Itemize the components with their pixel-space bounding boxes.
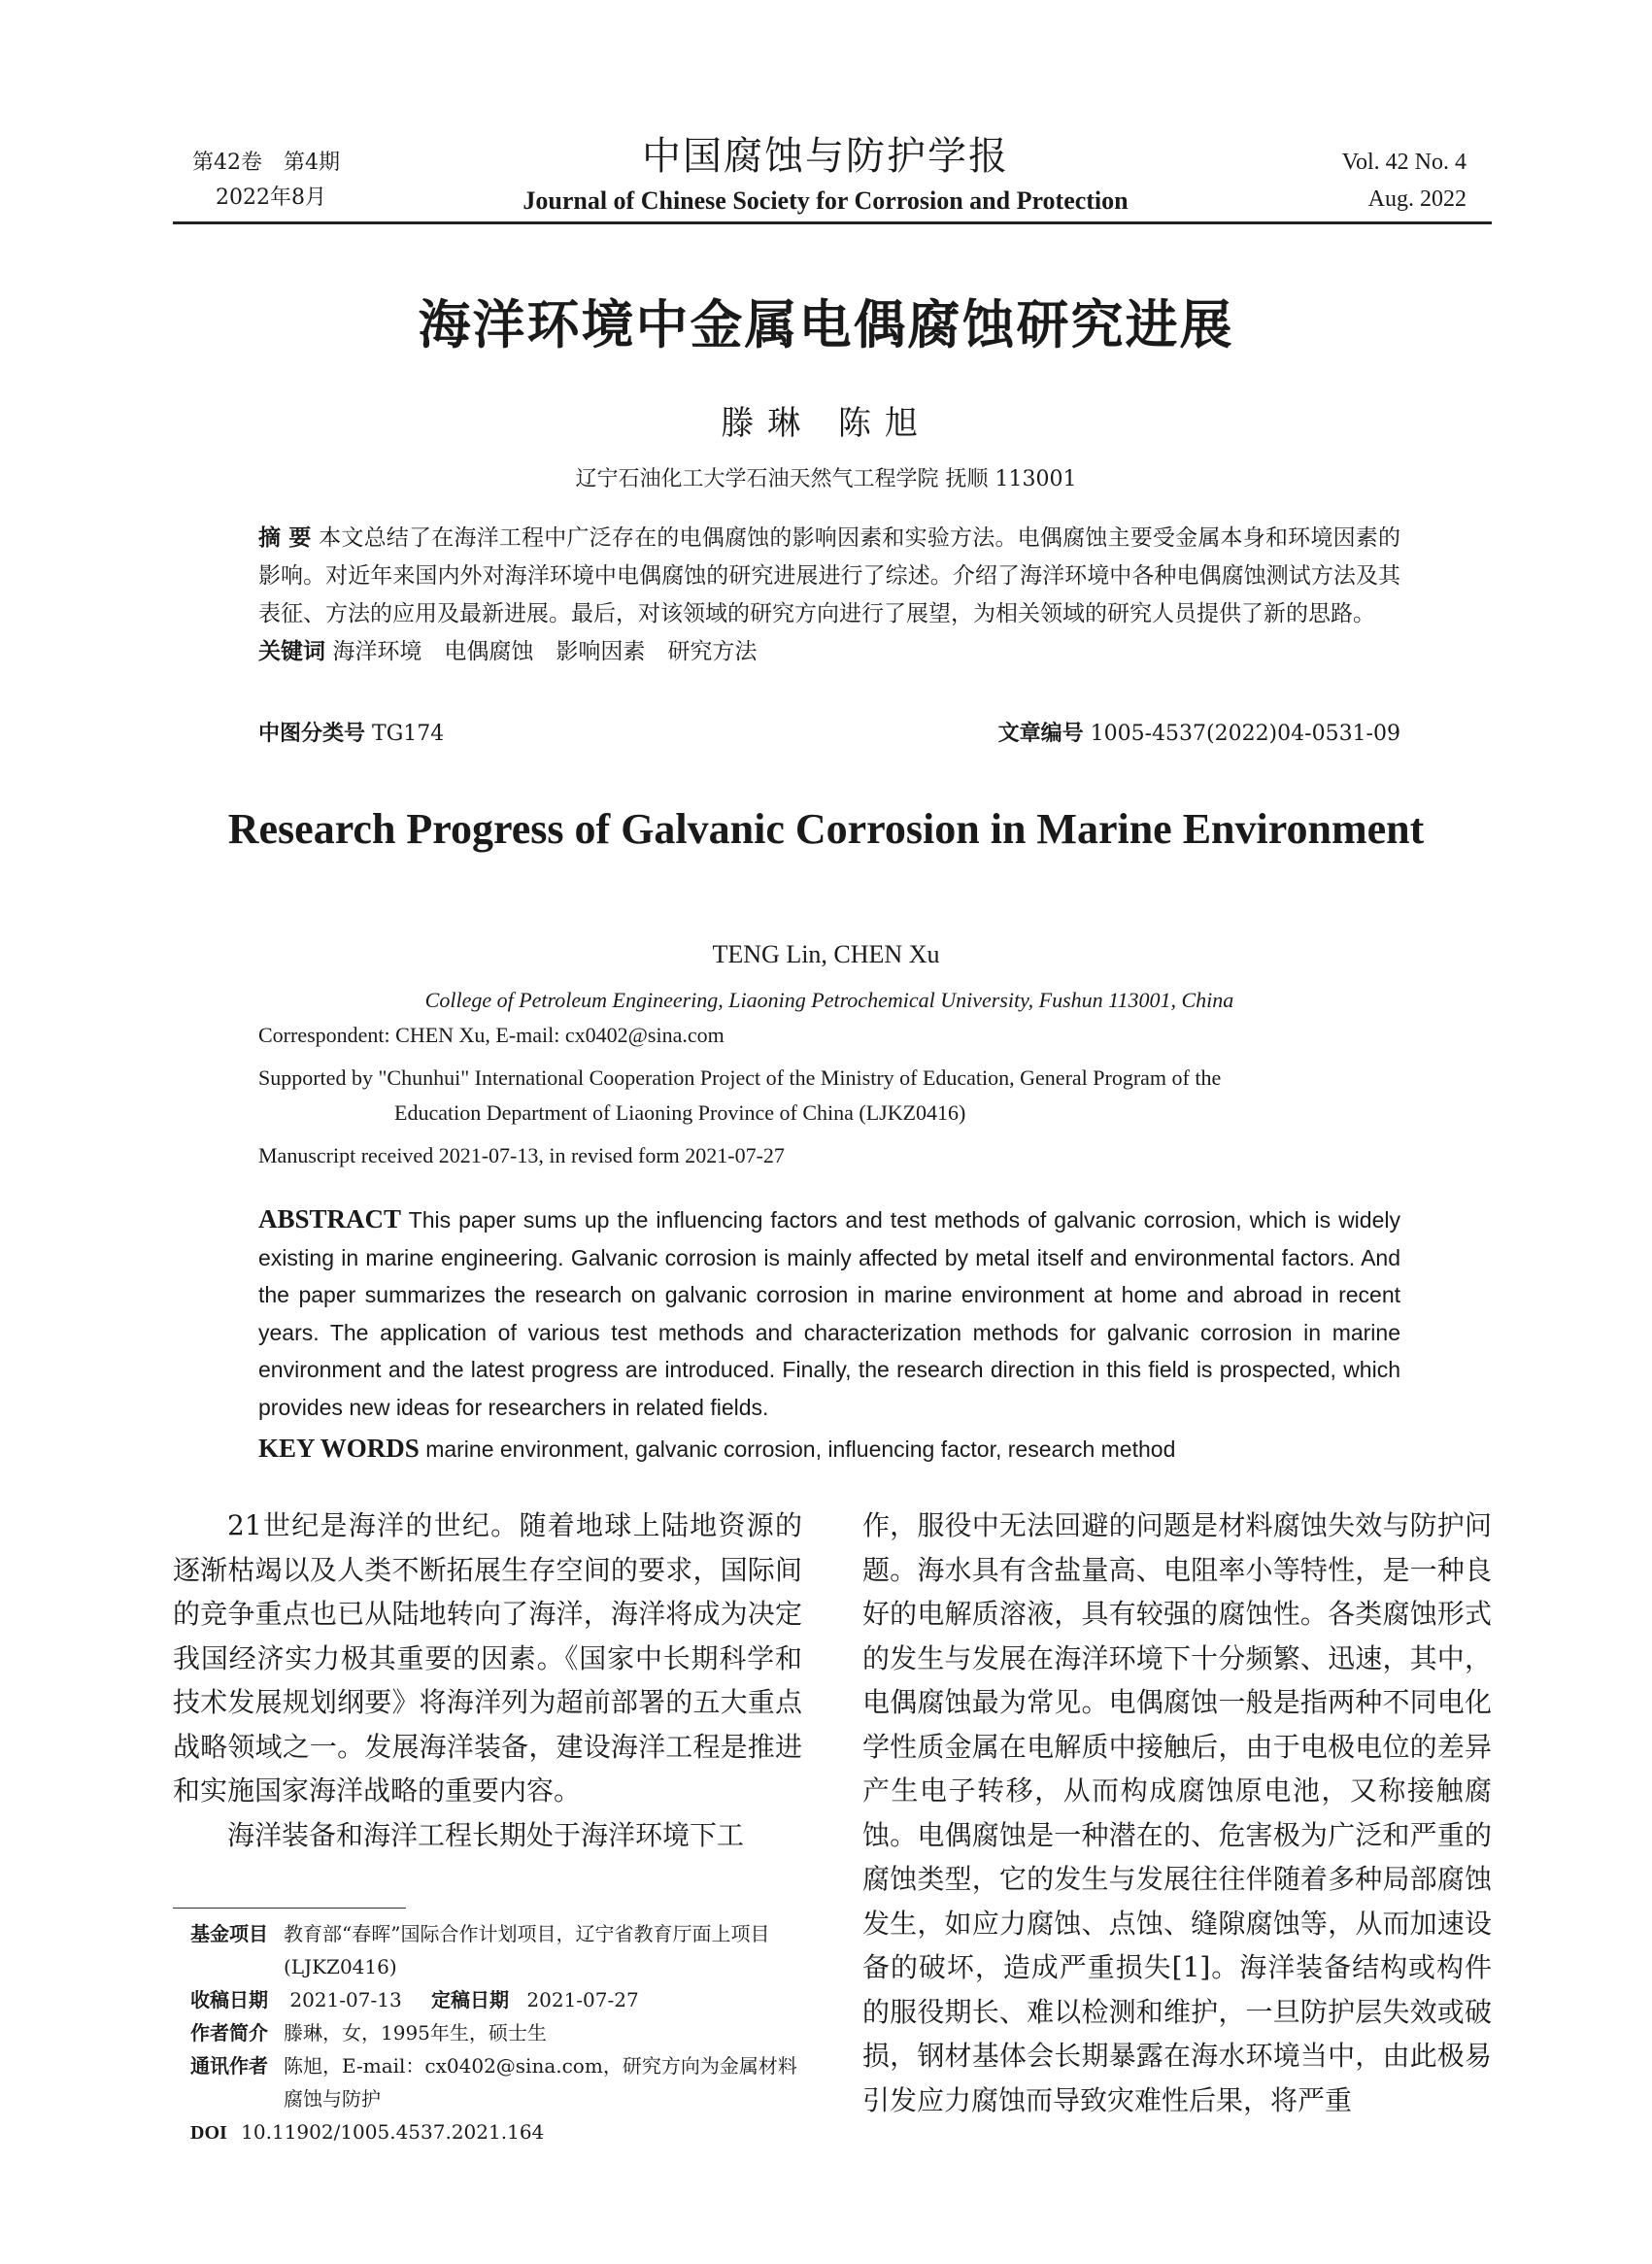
date-en: Aug. 2022 xyxy=(1367,186,1467,212)
revised-label: 定稿日期 xyxy=(431,1988,510,2011)
manuscript-dates: Manuscript received 2021-07-13, in revised form 2021-07-27 xyxy=(258,1143,785,1167)
correspondent-info xyxy=(190,2049,802,2115)
funding-en-line2: Education Department of Liaoning Province of China (LJKZ0416) xyxy=(394,1100,966,1125)
funding-en-line1: Supported by "Chunhui" International Cooperation Project of the Ministry of Education, General Program of the xyxy=(258,1065,1222,1090)
body-column-right xyxy=(862,1504,1492,2122)
paper-title-en: Research Progress of Galvanic Corrosion in Marine Environment xyxy=(227,805,1425,853)
keywords-en xyxy=(258,1430,1400,1468)
doi-label: DOI xyxy=(190,2122,227,2144)
article-number-value: 1005-4537(2022)04-0531-09 xyxy=(1090,722,1400,746)
doi-info xyxy=(190,2115,802,2149)
funding-en xyxy=(258,1061,1400,1131)
body-column-left xyxy=(173,1504,802,1857)
keywords-en-text: marine environment, galvanic corrosion, influencing factor, research method xyxy=(425,1436,1176,1462)
journal-title xyxy=(427,131,1224,220)
received-info xyxy=(190,1983,802,2016)
article-number-label: 文章编号 xyxy=(997,722,1084,746)
body-paragraph: 21世纪是海洋的世纪。随着地球上陆地资源的逐渐枯竭以及人类不断拓展生存空间的要求，国际间的竞争重点也已从陆地转向了海洋，海洋将成为决定我国经济实力极其重要的因素。《国家中长期科学和技术发展规划纲要》将海洋列为超前部署的五大重点战略领域之一。发展海洋装备，建设海洋工程是推进和实施国家海洋战略的重要内容。 xyxy=(173,1509,802,1807)
footnote-rule xyxy=(173,1908,406,1909)
clc-label: 中图分类号 xyxy=(258,722,366,746)
author-info xyxy=(190,2016,802,2049)
abstract-en-label: ABSTRACT xyxy=(258,1204,402,1233)
body-paragraph: 海洋装备和海洋工程长期处于海洋环境下工 xyxy=(227,1818,745,1851)
abstract-cn-label: 摘 要 xyxy=(258,525,312,551)
doi-value: 10.11902/1005.4537.2021.164 xyxy=(241,2120,545,2144)
fund-label: 基金项目 xyxy=(190,1922,268,1945)
fund-info xyxy=(190,1917,802,1983)
keywords-cn xyxy=(258,633,1400,671)
footnote xyxy=(190,1917,802,2149)
paper-title-cn: 海洋环境中金属电偶腐蚀研究进展 xyxy=(418,294,1234,355)
abstract-en-text: This paper sums up the influencing factors and test methods of galvanic corrosion, which is widely existing in marine engineering. Galvanic corrosion is mainly affected by metal itself and environmental factors. And the paper summarizes the research on galvanic corrosion in marine environment at home and abroad in recent years. The application of various test methods and characterization methods for galvanic corrosion in marine environment and the latest progress are introduced. Finally, the research direction in this field is prospected, which provides new ideas for researchers in related fields. xyxy=(258,1207,1400,1420)
received-value: 2021-07-13 xyxy=(289,1988,402,2011)
header-rule xyxy=(173,221,1492,224)
authors-cn: 滕琳 陈旭 xyxy=(721,404,931,443)
abstract-en xyxy=(258,1200,1400,1427)
article-number xyxy=(998,717,1400,752)
correspondent-text: 陈旭，E-mail：cx0402@sina.com，研究方向为金属材料腐蚀与防护 xyxy=(284,2054,797,2111)
keywords-cn-label: 关键词 xyxy=(258,639,325,664)
volume-issue-en: Vol. 42 No. 4 xyxy=(1341,150,1467,175)
affiliation-en: College of Petroleum Engineering, Liaoning Petrochemical University, Fushun 113001, China xyxy=(424,988,1234,1012)
authors-en: TENG Lin, CHEN Xu xyxy=(712,940,940,968)
author-label: 作者简介 xyxy=(190,2021,268,2044)
affiliation-cn: 辽宁石油化工大学石油天然气工程学院 抚顺 113001 xyxy=(575,467,1077,491)
body-paragraph: 作，服役中无法回避的问题是材料腐蚀失效与防护问题。海水具有含盐量高、电阻率小等特性，是一种良好的电解质溶液，具有较强的腐蚀性。各类腐蚀形式的发生与发展在海洋环境下十分频繁、迅速，其中，电偶腐蚀最为常见。电偶腐蚀一般是指两种不同电化学性质金属在电解质中接触后，由于电极电位的差异产生电子转移，从而构成腐蚀原电池，又称接触腐蚀。电偶腐蚀是一种潜在的、危害极为广泛和严重的腐蚀类型，它的发生与发展往往伴随着多种局部腐蚀发生，如应力腐蚀、点蚀、缝隙腐蚀等，从而加速设备的破坏，造成严重损失[1]。海洋装备结构或构件的服役期长、难以检测和维护，一旦防护层失效或破损，钢材基体会长期暴露在海水环境当中，由此极易引发应力腐蚀而导致灾难性后果，将严重 xyxy=(862,1509,1492,2116)
fund-text: 教育部“春晖”国际合作计划项目，辽宁省教育厅面上项目 (LJKZ0416) xyxy=(284,1922,770,1978)
keywords-cn-text: 海洋环境 电偶腐蚀 影响因素 研究方法 xyxy=(332,639,758,664)
clc-value: TG174 xyxy=(372,722,445,746)
revised-value: 2021-07-27 xyxy=(526,1988,639,2011)
date-cn: 2022年8月 xyxy=(216,186,326,210)
journal-title-en: Journal of Chinese Society for Corrosion and Protection xyxy=(523,186,1129,215)
abstract-cn xyxy=(258,520,1400,671)
abstract-cn-text: 本文总结了在海洋工程中广泛存在的电偶腐蚀的影响因素和实验方法。电偶腐蚀主要受金属本身和环境因素的影响。对近年来国内外对海洋环境中电偶腐蚀的研究进展进行了综述。介绍了海洋环境中各种电偶腐蚀测试方法及其表征、方法的应用及最新进展。最后，对该领域的研究方向进行了展望，为相关领域的研究人员提供了新的思路。 xyxy=(258,525,1401,626)
issue-info-en xyxy=(1263,144,1467,218)
journal-title-cn: 中国腐蚀与防护学报 xyxy=(642,134,1009,179)
volume-issue-cn: 第42卷 第4期 xyxy=(192,151,340,175)
issue-info xyxy=(192,146,340,216)
correspondent: Correspondent: CHEN Xu, E-mail: cx0402@sina.com xyxy=(258,1023,725,1047)
keywords-en-label: KEY WORDS xyxy=(258,1434,420,1463)
author-text: 滕琳，女，1995年生，硕士生 xyxy=(284,2021,547,2044)
received-label: 收稿日期 xyxy=(190,1988,268,2011)
correspondent-label: 通讯作者 xyxy=(190,2054,268,2078)
classification-row xyxy=(258,717,1400,752)
